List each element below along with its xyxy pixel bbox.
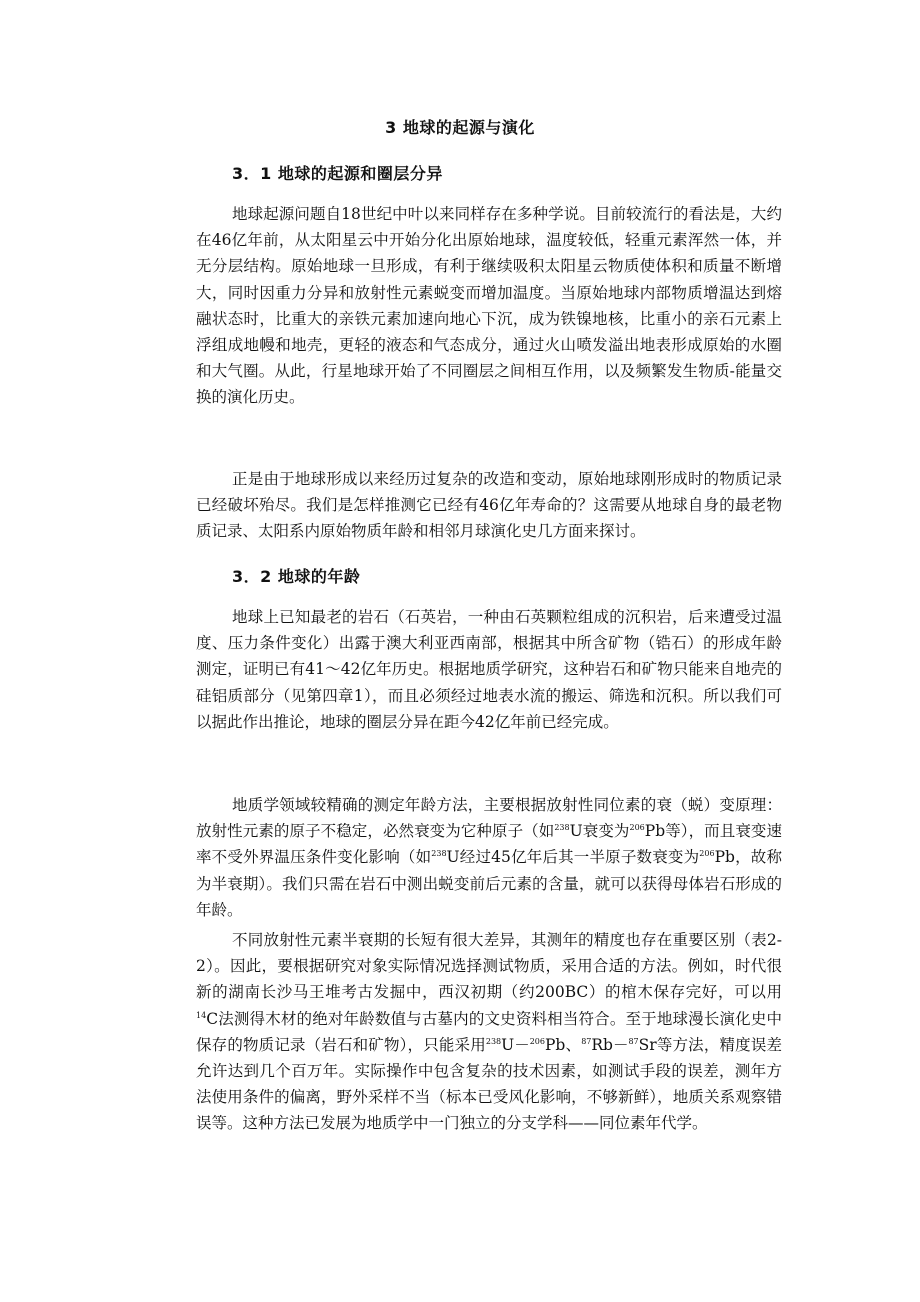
isotope-mass-number: 87 [628, 1036, 639, 1046]
paragraph-origin: 地球起源问题自18世纪中叶以来同样存在多种学说。目前较流行的看法是，大约在46亿年前，从太阳星云中开始分化出原始地球，温度较低，轻重元素浑然一体，并无分层结构。原始地球一旦形成，有利于继续吸积太阳星云物质使体积和质量不断增大，同时因重力分异和放射性元素蜕变而增加温度。当原始地球内部物质增温达到熔融状态时，比重大的亲铁元素加速向地心下沉，成为铁镍地核，比重小的亲石元素上浮组成地幔和地壳，更轻的液态和气态成分，通过火山喷发溢出地表形成原始的水圈和大气圈。从此，行星地球开始了不同圈层之间相互作用，以及频繁发生物质-能量交换的演化历史。 [196, 205, 782, 407]
chapter-title: 3 地球的起源与演化 [385, 118, 535, 137]
section-heading-3-2: 3．2 地球的年龄 [232, 567, 361, 586]
isotope-mass-number: 206 [699, 849, 715, 859]
isotope-mass-number: 238 [431, 849, 447, 859]
section-heading-3-1: 3．1 地球的起源和圈层分异 [232, 164, 443, 183]
isotope-mass-number: 206 [529, 1036, 545, 1046]
isotope-mass-number: 14 [196, 1010, 207, 1020]
paragraph-oldest-rock: 地球上已知最老的岩石（石英岩，一种由石英颗粒组成的沉积岩，后来遭受过温度、压力条件变化）出露于澳大利亚西南部，根据其中所含矿物（锆石）的形成年龄测定，证明已有41～42亿年历史。根据地质学研究，这种岩石和矿物只能来自地壳的硅铝质部分（见第四章1），而且必须经过地表水流的搬运、筛选和沉积。所以我们可以据此作出推论，地球的圈层分异在距今42亿年前已经完成。 [196, 608, 782, 731]
paragraph-radiometric-dating: 地质学领域较精确的测定年龄方法，主要根据放射性同位素的衰（蜕）变原理：放射性元素的原子不稳定，必然衰变为它种原子（如$^{238}$U衰变为$^{206}$Pb等），而且衰变速率不受外界温压条件变化影响（如$^{238}$U经过45亿年后其一半原子数衰变为$^{206}$Pb，故称为半衰期）。我们只需在岩石中测出蜕变前后元素的含量，就可以获得母体岩石形成的年龄。 [196, 796, 782, 919]
isotope-mass-number: 206 [629, 823, 645, 833]
isotope-mass-number: 238 [485, 1036, 502, 1046]
isotope-mass-number: 87 [581, 1036, 592, 1046]
paragraph-age-question: 正是由于地球形成以来经历过复杂的改造和变动，原始地球刚形成时的物质记录已经破坏殆尽。我们是怎样推测它已经有46亿年寿命的？这需要从地球自身的最老物质记录、太阳系内原始物质年龄和相邻月球演化史几方面来探讨。 [196, 470, 782, 541]
isotope-mass-number: 238 [554, 823, 570, 833]
paragraph-half-life-methods: 不同放射性元素半衰期的长短有很大差异，其测年的精度也存在重要区别（表2-2）。因此，要根据研究对象实际情况选择测试物质，采用合适的方法。例如，时代很新的湖南长沙马王堆考古发掘中，西汉初期（约200BC）的棺木保存完好，可以用$^{14}$C法测得木材的绝对年龄数值与古墓内的文史资料相当符合。至于地球漫长演化史中保存的物质记录（岩石和矿物），只能采用$^{238}$U－$^{206}$Pb、$^{87}$Rb－$^{87}$Sr等方法，精度误差允许达到几个百万年。实际操作中包含复杂的技术因素，如测试手段的误差，测年方法使用条件的偏离，野外采样不当（标本已受风化影响，不够新鲜），地质关系观察错误等。这种方法已发展为地质学中一门独立的分支学科——同位素年代学。 [196, 931, 782, 1133]
